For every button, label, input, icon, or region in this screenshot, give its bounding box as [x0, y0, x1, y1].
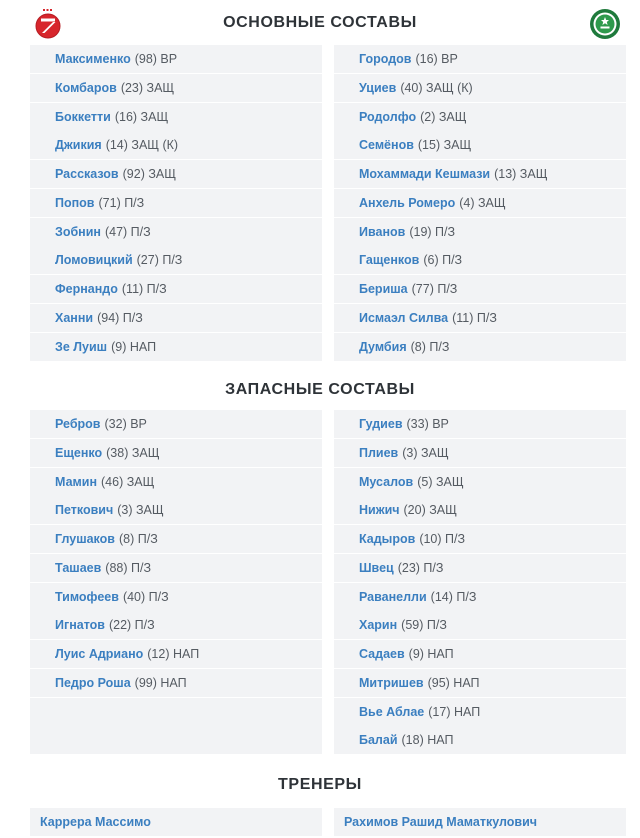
player-name-link[interactable]: Харин: [359, 618, 398, 633]
player-info: (6) П/З: [423, 253, 463, 268]
player-info: (23) П/З: [397, 560, 444, 575]
player-info: (32) ВР: [104, 417, 147, 431]
player-info: (3) ЗАЩ: [117, 503, 164, 518]
player-row: [334, 160, 626, 188]
player-name-link[interactable]: Садаев: [359, 647, 405, 661]
player-row: [334, 189, 626, 217]
player-row: [334, 103, 626, 131]
player-row: [30, 525, 322, 553]
player-name-link[interactable]: Луис Адриано: [55, 647, 144, 661]
player-name-link[interactable]: Балай: [359, 733, 398, 748]
player-name-link[interactable]: Игнатов: [55, 618, 105, 633]
player-info: (8) П/З: [410, 339, 450, 354]
player-info: (95) НАП: [427, 675, 480, 690]
player-name-link[interactable]: Петкович: [55, 503, 114, 518]
player-info: (10) П/З: [419, 532, 466, 546]
player-row: [334, 583, 626, 611]
player-name-link[interactable]: Зе Луиш: [55, 339, 108, 354]
player-info: (47) П/З: [104, 224, 151, 239]
player-info: (12) НАП: [147, 647, 200, 661]
player-name-link[interactable]: Глушаков: [55, 532, 115, 546]
player-row: [30, 410, 322, 438]
player-info: (9) НАП: [408, 647, 454, 661]
player-row: [30, 439, 322, 467]
player-row: [30, 611, 322, 639]
player-row: [30, 333, 322, 361]
player-info: (40) П/З: [122, 589, 169, 604]
player-row: [334, 611, 626, 639]
player-name-link[interactable]: Нижич: [359, 503, 400, 518]
player-name-link[interactable]: Мамин: [55, 474, 97, 489]
player-row: [334, 246, 626, 274]
player-name-link[interactable]: Ташаев: [55, 560, 102, 575]
player-info: (14) ЗАЩ (К): [105, 138, 179, 153]
player-info: (59) П/З: [401, 618, 447, 633]
empty-row: [30, 698, 322, 726]
section-title-subs: ЗАПАСНЫЕ СОСТАВЫ: [225, 381, 415, 398]
player-row: [334, 726, 626, 754]
player-row: [334, 410, 626, 438]
player-row: [30, 160, 322, 188]
home-substitutes: [30, 410, 322, 755]
away-coach-row: [334, 808, 626, 836]
section-title-starting: ОСНОВНЫЕ СОСТАВЫ: [223, 14, 417, 31]
player-info: (5) ЗАЩ: [417, 474, 464, 489]
player-name-link[interactable]: Раванелли: [359, 589, 427, 604]
player-row: [30, 218, 322, 246]
player-name-link[interactable]: Вье Аблае: [359, 704, 425, 719]
player-name-link[interactable]: Фернандо: [55, 282, 118, 296]
player-row: [334, 669, 626, 697]
empty-row: [30, 726, 322, 754]
player-name-link[interactable]: Ханни: [55, 310, 94, 325]
player-info: (94) П/З: [97, 310, 143, 325]
player-name-link[interactable]: Педро Роша: [55, 675, 131, 690]
player-name-link[interactable]: Исмаэл Силва: [359, 310, 449, 325]
player-name-link[interactable]: Попов: [55, 195, 95, 210]
player-info: (20) ЗАЩ: [403, 503, 457, 518]
player-row: [30, 468, 322, 496]
player-info: (17) НАП: [428, 704, 481, 719]
player-info: (22) П/З: [108, 618, 155, 633]
player-name-link[interactable]: Рассказов: [55, 167, 119, 181]
away-coach-name[interactable]: Рахимов Рашид Маматкулович: [344, 815, 538, 829]
player-info: (18) НАП: [401, 733, 454, 748]
player-info: (3) ЗАЩ: [402, 445, 449, 460]
player-info: (11) П/З: [121, 282, 167, 296]
player-info: (9) НАП: [111, 339, 157, 354]
player-row: [30, 640, 322, 668]
player-row: [334, 74, 626, 102]
player-name-link[interactable]: Ломовицкий: [55, 253, 133, 268]
player-info: (11) П/З: [452, 310, 497, 325]
player-info: (8) П/З: [118, 532, 158, 546]
player-name-link[interactable]: Мохаммади Кешмази: [359, 167, 491, 181]
player-row: [30, 496, 322, 524]
player-row: [334, 468, 626, 496]
player-name-link[interactable]: Ещенко: [55, 445, 103, 460]
player-info: (71) П/З: [98, 195, 145, 210]
player-row: [334, 640, 626, 668]
player-row: [334, 525, 626, 553]
player-name-link[interactable]: Анхель Ромеро: [359, 195, 456, 210]
player-name-link[interactable]: Иванов: [359, 224, 406, 239]
player-info: (15) ЗАЩ: [417, 138, 472, 153]
player-info: (77) П/З: [411, 282, 458, 296]
player-row: [30, 189, 322, 217]
player-row: [30, 45, 322, 73]
player-name-link[interactable]: Гудиев: [359, 417, 403, 431]
player-info: (13) ЗАЩ: [494, 167, 548, 181]
player-name-link[interactable]: Комбаров: [55, 80, 117, 95]
player-info: (2) ЗАЩ: [420, 109, 467, 124]
player-row: [334, 131, 626, 159]
player-name-link[interactable]: Думбия: [359, 339, 407, 354]
player-name-link[interactable]: Швец: [359, 560, 394, 575]
player-name-link[interactable]: Митришев: [359, 675, 424, 690]
player-info: (40) ЗАЩ (К): [400, 80, 473, 95]
player-name-link[interactable]: Ребров: [55, 417, 101, 431]
player-name-link[interactable]: Гащенков: [359, 253, 420, 268]
player-info: (14) П/З: [430, 589, 477, 604]
player-row: [334, 554, 626, 582]
player-info: (4) ЗАЩ: [459, 195, 506, 210]
player-info: (23) ЗАЩ: [120, 80, 175, 95]
player-row: [334, 275, 626, 303]
home-coach-row: [30, 808, 322, 836]
player-row: [334, 439, 626, 467]
player-info: (98) ВР: [134, 52, 178, 66]
player-name-link[interactable]: Максименко: [55, 52, 131, 66]
player-row: [334, 496, 626, 524]
home-starting-lineup: [30, 45, 322, 361]
player-info: (88) П/З: [105, 560, 152, 575]
player-info: (16) ЗАЩ: [114, 109, 169, 124]
player-row: [334, 218, 626, 246]
player-info: (33) ВР: [406, 417, 449, 431]
player-name-link[interactable]: Мусалов: [359, 474, 414, 489]
home-coach-name[interactable]: Каррера Массимо: [40, 815, 151, 829]
section-title-coaches: ТРЕНЕРЫ: [278, 776, 362, 793]
player-row: [30, 583, 322, 611]
player-row: [334, 304, 626, 332]
player-row: [30, 669, 322, 697]
player-row: [334, 698, 626, 726]
player-row: [30, 74, 322, 102]
player-row: [30, 103, 322, 131]
player-row: [30, 554, 322, 582]
player-name-link[interactable]: Зобнин: [55, 224, 101, 239]
player-info: (38) ЗАЩ: [106, 445, 160, 460]
player-name-link[interactable]: Плиев: [359, 445, 399, 460]
player-info: (16) ВР: [415, 52, 458, 66]
player-name-link[interactable]: Семёнов: [359, 138, 414, 153]
player-name-link[interactable]: Родолфо: [359, 109, 417, 124]
player-info: (27) П/З: [136, 253, 183, 268]
player-name-link[interactable]: Бериша: [359, 282, 408, 296]
player-name-link[interactable]: Джикия: [55, 138, 102, 153]
player-row: [30, 131, 322, 159]
player-name-link[interactable]: Кадыров: [359, 532, 416, 546]
away-substitutes: [334, 410, 626, 755]
player-row: [30, 275, 322, 303]
away-starting-lineup: [334, 45, 626, 361]
player-row: [30, 246, 322, 274]
player-info: (99) НАП: [134, 675, 187, 690]
player-info: (19) П/З: [409, 224, 456, 239]
player-name-link[interactable]: Боккетти: [55, 109, 111, 124]
player-info: (92) ЗАЩ: [122, 167, 176, 181]
player-name-link[interactable]: Тимофеев: [55, 589, 119, 604]
player-row: [30, 304, 322, 332]
player-name-link[interactable]: Городов: [359, 52, 412, 66]
player-name-link[interactable]: Уциев: [359, 80, 397, 95]
player-row: [334, 333, 626, 361]
player-row: [334, 45, 626, 73]
player-info: (46) ЗАЩ: [101, 474, 155, 489]
